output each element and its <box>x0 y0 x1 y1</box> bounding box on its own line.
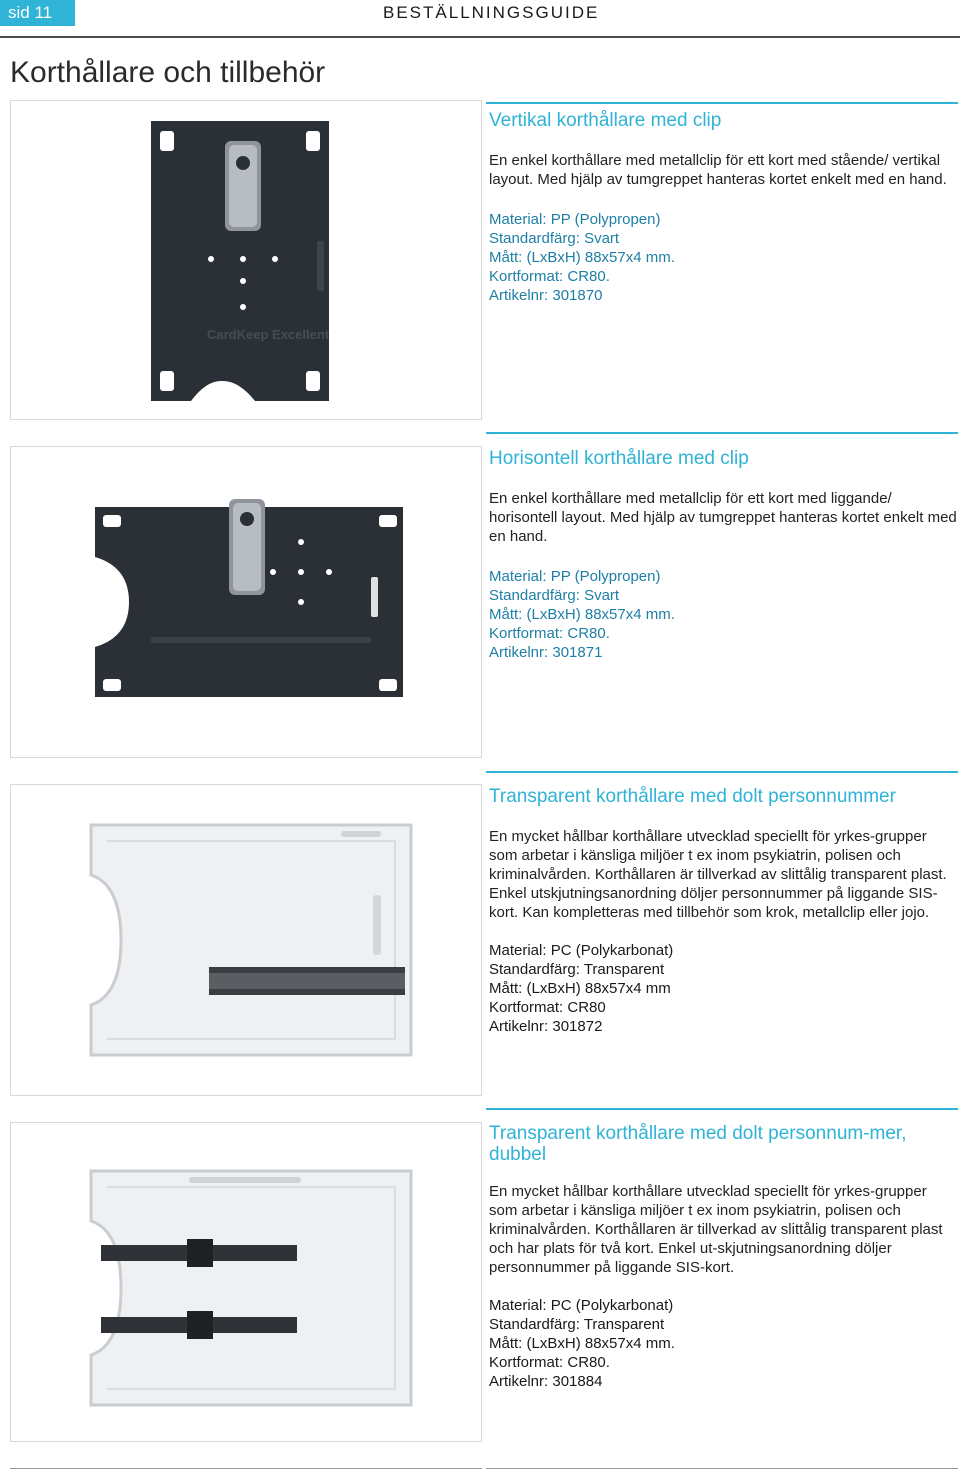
spec-dimensions: Mått: (LxBxH) 88x57x4 mm. <box>489 249 675 266</box>
product-image-frame-vertical <box>10 100 482 420</box>
spec-dimensions: Mått: (LxBxH) 88x57x4 mm. <box>489 1335 675 1352</box>
section-transparent-double <box>489 1123 959 1391</box>
product-image-frame-horizontal <box>10 446 482 758</box>
spec-dimensions: Mått: (LxBxH) 88x57x4 mm. <box>489 606 675 623</box>
vertical-holder-image <box>11 101 481 419</box>
section-description: En mycket hållbar korthållare utvecklad speciellt för yrkes-grupper som arbetar i känsliga miljöer t ex inom psykiatrin, polisen och kriminalvården. Korthållaren är tillverkad av slittålig transparent plast och har plats för två kort. Enkel ut-skjutningsanordning döljer personnummer på liggande SIS-kort. <box>489 1183 943 1276</box>
section-description: En enkel korthållare med metallclip för ett kort med stående/ vertikal layout. Med hjälp av tumgreppet hanteras kortet enkelt med en hand. <box>489 152 947 188</box>
section-divider <box>486 771 958 773</box>
spec-material: Material: PP (Polypropen) <box>489 568 661 585</box>
section-description: En mycket hållbar korthållare utvecklad speciellt för yrkes-grupper som arbetar i känsliga miljöer t ex inom psykiatrin, polisen och kriminalvården. Korthållaren är tillverkad av slittålig transparent plast. Enkel utskjutningsanordning döljer personnummer på liggande SIS-kort. Kan kompletteras med tillbehör som krok, metallclip eller jojo. <box>489 828 947 921</box>
header-divider <box>0 36 960 38</box>
spec-card-format: Kortformat: CR80 <box>489 999 606 1016</box>
footer-divider-left <box>10 1468 482 1469</box>
spec-material: Material: PC (Polykarbonat) <box>489 1297 674 1314</box>
section-vertical <box>489 110 959 305</box>
section-heading: Vertikal korthållare med clip <box>489 110 722 131</box>
spec-card-format: Kortformat: CR80. <box>489 625 610 642</box>
section-heading: Transparent korthållare med dolt personnummer <box>489 786 896 807</box>
spec-article-number: Artikelnr: 301870 <box>489 287 603 304</box>
spec-article-number: Artikelnr: 301884 <box>489 1373 603 1390</box>
transparent-holder-image <box>11 785 481 1095</box>
spec-article-number: Artikelnr: 301872 <box>489 1018 603 1035</box>
section-divider <box>486 1108 958 1110</box>
section-transparent <box>489 786 959 1036</box>
spec-material: Material: PC (Polykarbonat) <box>489 942 674 959</box>
spec-color: Standardfärg: Transparent <box>489 1316 665 1333</box>
transparent-double-holder-image <box>11 1123 481 1441</box>
spec-article-number: Artikelnr: 301871 <box>489 644 603 661</box>
image-brand-text: CardKeep Excellent <box>207 327 330 342</box>
product-image-frame-transparent <box>10 784 482 1096</box>
spec-color: Standardfärg: Svart <box>489 230 620 247</box>
page-title: Korthållare och tillbehör <box>10 56 326 89</box>
spec-card-format: Kortformat: CR80. <box>489 268 610 285</box>
guide-title: BESTÄLLNINGSGUIDE <box>383 3 600 22</box>
section-divider <box>486 102 958 104</box>
spec-list <box>489 941 959 1036</box>
spec-card-format: Kortformat: CR80. <box>489 1354 610 1371</box>
spec-color: Standardfärg: Transparent <box>489 961 665 978</box>
spec-list <box>489 1296 959 1391</box>
product-image-frame-transparent-double <box>10 1122 482 1442</box>
section-description: En enkel korthållare med metallclip för ett kort med liggande/ horisontell layout. Med hjälp av tumgreppet hanteras kortet enkelt med en hand. <box>489 490 957 545</box>
horizontal-holder-image <box>11 447 481 757</box>
section-heading: Transparent korthållare med dolt personnum-mer, dubbel <box>489 1123 907 1165</box>
spec-color: Standardfärg: Svart <box>489 587 620 604</box>
footer-divider-right <box>486 1468 958 1469</box>
spec-list <box>489 567 959 662</box>
spec-list <box>489 210 959 305</box>
page-number-tab: sid 11 <box>0 0 75 26</box>
spec-dimensions: Mått: (LxBxH) 88x57x4 mm <box>489 980 671 997</box>
spec-material: Material: PP (Polypropen) <box>489 211 661 228</box>
section-horizontal <box>489 448 959 662</box>
section-heading: Horisontell korthållare med clip <box>489 448 749 469</box>
section-divider <box>486 432 958 434</box>
